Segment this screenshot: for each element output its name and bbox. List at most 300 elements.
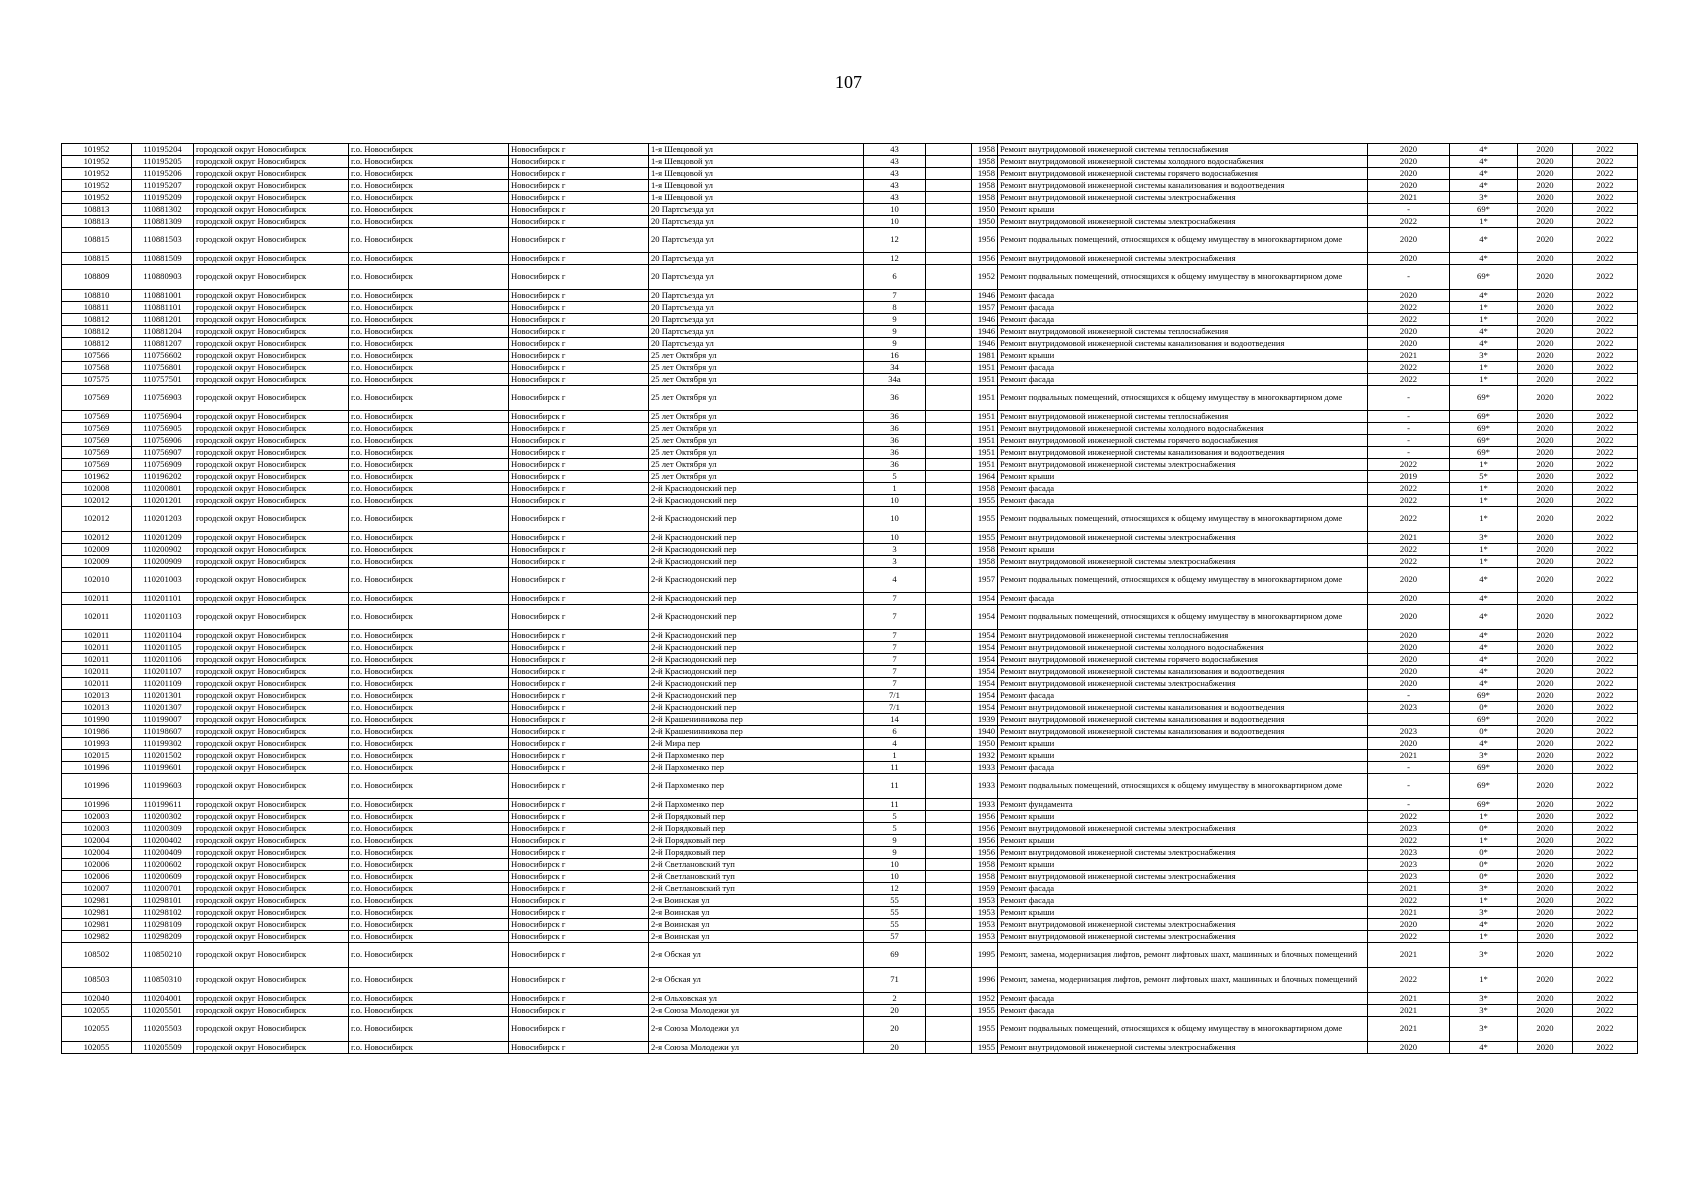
house-number-cell: 3 — [864, 544, 926, 556]
criterion-cell: 4* — [1450, 605, 1518, 630]
house-id-cell: 107575 — [62, 374, 132, 386]
house-id-cell: 102981 — [62, 895, 132, 907]
record-id-cell: 110881201 — [132, 314, 194, 326]
street-cell: 25 лет Октября ул — [649, 423, 864, 435]
period-start-cell: 2020 — [1518, 714, 1573, 726]
street-cell: 2-я Воинская ул — [649, 907, 864, 919]
period-start-cell: 2020 — [1518, 386, 1573, 411]
house-number-cell: 12 — [864, 228, 926, 253]
record-id-cell: 110195204 — [132, 144, 194, 156]
record-id-cell: 110199302 — [132, 738, 194, 750]
street-cell: 1-я Шевцовой ул — [649, 180, 864, 192]
building-cell — [926, 302, 972, 314]
house-number-cell: 36 — [864, 435, 926, 447]
house-id-cell: 101952 — [62, 144, 132, 156]
criterion-cell: 3* — [1450, 532, 1518, 544]
record-id-cell: 110850310 — [132, 968, 194, 993]
construction-year-cell: 1953 — [972, 919, 998, 931]
municipal-formation-cell: г.о. Новосибирск — [349, 386, 509, 411]
building-cell — [926, 253, 972, 265]
house-id-cell: 107569 — [62, 459, 132, 471]
period-end-cell: 2022 — [1573, 265, 1638, 290]
street-cell: 20 Партсъезда ул — [649, 302, 864, 314]
record-id-cell: 110201103 — [132, 605, 194, 630]
municipal-formation-cell: г.о. Новосибирск — [349, 228, 509, 253]
record-id-cell: 110201107 — [132, 666, 194, 678]
house-id-cell: 107569 — [62, 435, 132, 447]
period-end-cell: 2022 — [1573, 750, 1638, 762]
planned-year-cell: 2020 — [1368, 593, 1450, 605]
table-row — [62, 471, 1638, 483]
table-row — [62, 507, 1638, 532]
house-id-cell: 102011 — [62, 605, 132, 630]
house-id-cell: 101986 — [62, 726, 132, 738]
locality-cell: Новосибирск г — [509, 1017, 649, 1042]
municipal-formation-cell: г.о. Новосибирск — [349, 811, 509, 823]
work-type-cell: Ремонт внутридомовой инженерной системы электроснабжения — [998, 532, 1368, 544]
street-cell: 2-я Воинская ул — [649, 931, 864, 943]
locality-cell: Новосибирск г — [509, 253, 649, 265]
period-start-cell: 2020 — [1518, 483, 1573, 495]
table-row — [62, 799, 1638, 811]
planned-year-cell: - — [1368, 762, 1450, 774]
period-start-cell: 2020 — [1518, 919, 1573, 931]
period-start-cell: 2020 — [1518, 605, 1573, 630]
locality-cell: Новосибирск г — [509, 642, 649, 654]
municipal-formation-cell: г.о. Новосибирск — [349, 326, 509, 338]
work-type-cell: Ремонт фасада — [998, 895, 1368, 907]
municipal-okrug-cell: городской округ Новосибирск — [194, 1042, 349, 1054]
planned-year-cell: 2022 — [1368, 811, 1450, 823]
locality-cell: Новосибирск г — [509, 774, 649, 799]
locality-cell: Новосибирск г — [509, 678, 649, 690]
criterion-cell: 4* — [1450, 290, 1518, 302]
period-end-cell: 2022 — [1573, 593, 1638, 605]
table-row — [62, 532, 1638, 544]
municipal-okrug-cell: городской округ Новосибирск — [194, 556, 349, 568]
period-end-cell: 2022 — [1573, 726, 1638, 738]
period-start-cell: 2020 — [1518, 180, 1573, 192]
locality-cell: Новосибирск г — [509, 362, 649, 374]
locality-cell: Новосибирск г — [509, 338, 649, 350]
period-start-cell: 2020 — [1518, 338, 1573, 350]
construction-year-cell: 1933 — [972, 774, 998, 799]
municipal-formation-cell: г.о. Новосибирск — [349, 459, 509, 471]
street-cell: 20 Партсъезда ул — [649, 228, 864, 253]
period-end-cell: 2022 — [1573, 895, 1638, 907]
record-id-cell: 110200609 — [132, 871, 194, 883]
period-end-cell: 2022 — [1573, 666, 1638, 678]
house-id-cell: 102981 — [62, 919, 132, 931]
building-cell — [926, 823, 972, 835]
table-row — [62, 374, 1638, 386]
criterion-cell: 4* — [1450, 168, 1518, 180]
criterion-cell: 69* — [1450, 423, 1518, 435]
record-id-cell: 110200302 — [132, 811, 194, 823]
house-number-cell: 1 — [864, 750, 926, 762]
table-row — [62, 156, 1638, 168]
house-id-cell: 102006 — [62, 859, 132, 871]
municipal-formation-cell: г.о. Новосибирск — [349, 350, 509, 362]
planned-year-cell: - — [1368, 423, 1450, 435]
table-row — [62, 544, 1638, 556]
planned-year-cell: 2022 — [1368, 835, 1450, 847]
record-id-cell: 110201307 — [132, 702, 194, 714]
record-id-cell: 110204001 — [132, 993, 194, 1005]
planned-year-cell: 2023 — [1368, 859, 1450, 871]
municipal-okrug-cell: городской округ Новосибирск — [194, 1005, 349, 1017]
work-type-cell: Ремонт внутридомовой инженерной системы теплоснабжения — [998, 326, 1368, 338]
municipal-okrug-cell: городской округ Новосибирск — [194, 302, 349, 314]
period-end-cell: 2022 — [1573, 871, 1638, 883]
construction-year-cell: 1958 — [972, 180, 998, 192]
house-number-cell: 7 — [864, 654, 926, 666]
house-number-cell: 69 — [864, 943, 926, 968]
municipal-okrug-cell: городской округ Новосибирск — [194, 568, 349, 593]
construction-year-cell: 1956 — [972, 835, 998, 847]
municipal-okrug-cell: городской округ Новосибирск — [194, 690, 349, 702]
work-type-cell: Ремонт крыши — [998, 859, 1368, 871]
planned-year-cell: 2020 — [1368, 919, 1450, 931]
municipal-okrug-cell: городской округ Новосибирск — [194, 871, 349, 883]
period-start-cell: 2020 — [1518, 216, 1573, 228]
municipal-okrug-cell: городской округ Новосибирск — [194, 435, 349, 447]
planned-year-cell: 2020 — [1368, 738, 1450, 750]
construction-year-cell: 1953 — [972, 895, 998, 907]
building-cell — [926, 228, 972, 253]
planned-year-cell: 2022 — [1368, 459, 1450, 471]
construction-year-cell: 1957 — [972, 302, 998, 314]
municipal-formation-cell: г.о. Новосибирск — [349, 823, 509, 835]
municipal-formation-cell: г.о. Новосибирск — [349, 1042, 509, 1054]
house-number-cell: 71 — [864, 968, 926, 993]
record-id-cell: 110298109 — [132, 919, 194, 931]
work-type-cell: Ремонт крыши — [998, 835, 1368, 847]
locality-cell: Новосибирск г — [509, 871, 649, 883]
municipal-formation-cell: г.о. Новосибирск — [349, 544, 509, 556]
house-id-cell: 108812 — [62, 338, 132, 350]
table-row — [62, 605, 1638, 630]
locality-cell: Новосибирск г — [509, 168, 649, 180]
street-cell: 2-й Мира пер — [649, 738, 864, 750]
municipal-okrug-cell: городской округ Новосибирск — [194, 411, 349, 423]
building-cell — [926, 290, 972, 302]
period-end-cell: 2022 — [1573, 180, 1638, 192]
period-start-cell: 2020 — [1518, 192, 1573, 204]
house-id-cell: 108813 — [62, 216, 132, 228]
house-number-cell: 10 — [864, 507, 926, 532]
locality-cell: Новосибирск г — [509, 507, 649, 532]
locality-cell: Новосибирск г — [509, 556, 649, 568]
building-cell — [926, 447, 972, 459]
building-cell — [926, 507, 972, 532]
building-cell — [926, 993, 972, 1005]
building-cell — [926, 883, 972, 895]
construction-year-cell: 1953 — [972, 907, 998, 919]
construction-year-cell: 1951 — [972, 386, 998, 411]
period-end-cell: 2022 — [1573, 447, 1638, 459]
municipal-formation-cell: г.о. Новосибирск — [349, 568, 509, 593]
street-cell: 20 Партсъезда ул — [649, 216, 864, 228]
record-id-cell: 110200902 — [132, 544, 194, 556]
planned-year-cell: 2023 — [1368, 847, 1450, 859]
house-id-cell: 108813 — [62, 204, 132, 216]
planned-year-cell: 2021 — [1368, 532, 1450, 544]
construction-year-cell: 1951 — [972, 374, 998, 386]
municipal-formation-cell: г.о. Новосибирск — [349, 144, 509, 156]
planned-year-cell: 2022 — [1368, 507, 1450, 532]
municipal-formation-cell: г.о. Новосибирск — [349, 338, 509, 350]
record-id-cell: 110200409 — [132, 847, 194, 859]
table-row — [62, 907, 1638, 919]
table-row — [62, 654, 1638, 666]
building-cell — [926, 423, 972, 435]
planned-year-cell: 2021 — [1368, 1005, 1450, 1017]
work-type-cell: Ремонт, замена, модернизация лифтов, ремонт лифтовых шахт, машинных и блочных помещений — [998, 943, 1368, 968]
municipal-formation-cell: г.о. Новосибирск — [349, 968, 509, 993]
building-cell — [926, 654, 972, 666]
work-type-cell: Ремонт фасада — [998, 993, 1368, 1005]
locality-cell: Новосибирск г — [509, 228, 649, 253]
locality-cell: Новосибирск г — [509, 216, 649, 228]
period-start-cell: 2020 — [1518, 1005, 1573, 1017]
record-id-cell: 110881302 — [132, 204, 194, 216]
work-type-cell: Ремонт внутридомовой инженерной системы горячего водоснабжения — [998, 168, 1368, 180]
period-end-cell: 2022 — [1573, 847, 1638, 859]
work-type-cell: Ремонт внутридомовой инженерной системы электроснабжения — [998, 216, 1368, 228]
period-start-cell: 2020 — [1518, 847, 1573, 859]
locality-cell: Новосибирск г — [509, 471, 649, 483]
period-start-cell: 2020 — [1518, 859, 1573, 871]
criterion-cell: 1* — [1450, 556, 1518, 568]
work-type-cell: Ремонт внутридомовой инженерной системы теплоснабжения — [998, 630, 1368, 642]
house-id-cell: 102011 — [62, 593, 132, 605]
building-cell — [926, 750, 972, 762]
criterion-cell: 1* — [1450, 895, 1518, 907]
record-id-cell: 110201209 — [132, 532, 194, 544]
house-number-cell: 20 — [864, 1017, 926, 1042]
street-cell: 20 Партсъезда ул — [649, 265, 864, 290]
criterion-cell: 4* — [1450, 919, 1518, 931]
construction-year-cell: 1951 — [972, 435, 998, 447]
locality-cell: Новосибирск г — [509, 544, 649, 556]
planned-year-cell: 2021 — [1368, 750, 1450, 762]
building-cell — [926, 678, 972, 690]
building-cell — [926, 483, 972, 495]
period-end-cell: 2022 — [1573, 859, 1638, 871]
planned-year-cell: - — [1368, 435, 1450, 447]
work-type-cell: Ремонт фундамента — [998, 799, 1368, 811]
building-cell — [926, 690, 972, 702]
work-type-cell: Ремонт внутридомовой инженерной системы горячего водоснабжения — [998, 654, 1368, 666]
street-cell: 25 лет Октября ул — [649, 459, 864, 471]
period-start-cell: 2020 — [1518, 799, 1573, 811]
planned-year-cell: 2022 — [1368, 968, 1450, 993]
construction-year-cell: 1954 — [972, 642, 998, 654]
locality-cell: Новосибирск г — [509, 726, 649, 738]
house-number-cell: 7 — [864, 678, 926, 690]
record-id-cell: 110757501 — [132, 374, 194, 386]
table-row — [62, 447, 1638, 459]
house-number-cell: 10 — [864, 495, 926, 507]
house-id-cell: 102011 — [62, 630, 132, 642]
building-cell — [926, 907, 972, 919]
house-number-cell: 57 — [864, 931, 926, 943]
construction-year-cell: 1951 — [972, 423, 998, 435]
construction-year-cell: 1950 — [972, 204, 998, 216]
house-id-cell: 102982 — [62, 931, 132, 943]
locality-cell: Новосибирск г — [509, 144, 649, 156]
period-start-cell: 2020 — [1518, 314, 1573, 326]
municipal-okrug-cell: городской округ Новосибирск — [194, 859, 349, 871]
record-id-cell: 110850210 — [132, 943, 194, 968]
street-cell: 20 Партсъезда ул — [649, 314, 864, 326]
street-cell: 2-й Светлановский туп — [649, 871, 864, 883]
building-cell — [926, 168, 972, 180]
street-cell: 2-й Крашенинникова пер — [649, 714, 864, 726]
construction-year-cell: 1958 — [972, 556, 998, 568]
street-cell: 2-я Союза Молодежи ул — [649, 1005, 864, 1017]
record-id-cell: 110201106 — [132, 654, 194, 666]
locality-cell: Новосибирск г — [509, 204, 649, 216]
work-type-cell: Ремонт внутридомовой инженерной системы канализования и водоотведения — [998, 666, 1368, 678]
criterion-cell: 3* — [1450, 993, 1518, 1005]
locality-cell: Новосибирск г — [509, 654, 649, 666]
construction-year-cell: 1951 — [972, 362, 998, 374]
criterion-cell: 1* — [1450, 811, 1518, 823]
table-row — [62, 144, 1638, 156]
house-id-cell: 102011 — [62, 666, 132, 678]
municipal-okrug-cell: городской округ Новосибирск — [194, 483, 349, 495]
house-id-cell: 102012 — [62, 507, 132, 532]
record-id-cell: 110199611 — [132, 799, 194, 811]
table-row — [62, 1005, 1638, 1017]
locality-cell: Новосибирск г — [509, 859, 649, 871]
building-cell — [926, 859, 972, 871]
period-start-cell: 2020 — [1518, 750, 1573, 762]
planned-year-cell: 2023 — [1368, 871, 1450, 883]
house-number-cell: 7 — [864, 290, 926, 302]
street-cell: 2-й Пархоменко пер — [649, 799, 864, 811]
period-start-cell: 2020 — [1518, 968, 1573, 993]
locality-cell: Новосибирск г — [509, 968, 649, 993]
street-cell: 2-й Порядковый пер — [649, 811, 864, 823]
construction-year-cell: 1958 — [972, 483, 998, 495]
period-start-cell: 2020 — [1518, 253, 1573, 265]
street-cell: 2-й Краснодонский пер — [649, 642, 864, 654]
period-end-cell: 2022 — [1573, 459, 1638, 471]
house-id-cell: 108812 — [62, 314, 132, 326]
period-start-cell: 2020 — [1518, 302, 1573, 314]
municipal-okrug-cell: городской округ Новосибирск — [194, 823, 349, 835]
house-id-cell: 102007 — [62, 883, 132, 895]
municipal-okrug-cell: городской округ Новосибирск — [194, 654, 349, 666]
locality-cell: Новосибирск г — [509, 411, 649, 423]
locality-cell: Новосибирск г — [509, 459, 649, 471]
table-row — [62, 180, 1638, 192]
house-id-cell: 101996 — [62, 774, 132, 799]
period-end-cell: 2022 — [1573, 374, 1638, 386]
table-row — [62, 968, 1638, 993]
locality-cell: Новосибирск г — [509, 883, 649, 895]
work-type-cell: Ремонт внутридомовой инженерной системы канализования и водоотведения — [998, 338, 1368, 350]
locality-cell: Новосибирск г — [509, 290, 649, 302]
building-cell — [926, 835, 972, 847]
locality-cell: Новосибирск г — [509, 666, 649, 678]
planned-year-cell: 2020 — [1368, 338, 1450, 350]
house-number-cell: 5 — [864, 471, 926, 483]
municipal-okrug-cell: городской округ Новосибирск — [194, 642, 349, 654]
locality-cell: Новосибирск г — [509, 568, 649, 593]
criterion-cell: 0* — [1450, 871, 1518, 883]
record-id-cell: 110201502 — [132, 750, 194, 762]
municipal-okrug-cell: городской округ Новосибирск — [194, 386, 349, 411]
work-type-cell: Ремонт внутридомовой инженерной системы горячего водоснабжения — [998, 435, 1368, 447]
building-cell — [926, 799, 972, 811]
period-start-cell: 2020 — [1518, 654, 1573, 666]
locality-cell: Новосибирск г — [509, 435, 649, 447]
house-number-cell: 7 — [864, 666, 926, 678]
period-end-cell: 2022 — [1573, 314, 1638, 326]
planned-year-cell: - — [1368, 386, 1450, 411]
street-cell: 20 Партсъезда ул — [649, 204, 864, 216]
construction-year-cell: 1958 — [972, 156, 998, 168]
locality-cell: Новосибирск г — [509, 738, 649, 750]
record-id-cell: 110881204 — [132, 326, 194, 338]
criterion-cell: 69* — [1450, 435, 1518, 447]
house-number-cell: 36 — [864, 423, 926, 435]
period-end-cell: 2022 — [1573, 823, 1638, 835]
criterion-cell: 1* — [1450, 314, 1518, 326]
construction-year-cell: 1958 — [972, 544, 998, 556]
period-end-cell: 2022 — [1573, 411, 1638, 423]
planned-year-cell: 2020 — [1368, 605, 1450, 630]
municipal-okrug-cell: городской округ Новосибирск — [194, 228, 349, 253]
municipal-formation-cell: г.о. Новосибирск — [349, 265, 509, 290]
house-id-cell: 101952 — [62, 156, 132, 168]
table-row — [62, 750, 1638, 762]
municipal-okrug-cell: городской округ Новосибирск — [194, 156, 349, 168]
record-id-cell: 110298101 — [132, 895, 194, 907]
period-start-cell: 2020 — [1518, 507, 1573, 532]
planned-year-cell: 2022 — [1368, 895, 1450, 907]
street-cell: 2-й Светлановский туп — [649, 859, 864, 871]
table-row — [62, 642, 1638, 654]
table-row — [62, 1042, 1638, 1054]
house-number-cell: 43 — [864, 180, 926, 192]
house-number-cell: 43 — [864, 156, 926, 168]
house-id-cell: 102008 — [62, 483, 132, 495]
table-row — [62, 168, 1638, 180]
house-number-cell: 43 — [864, 192, 926, 204]
criterion-cell: 0* — [1450, 726, 1518, 738]
building-cell — [926, 386, 972, 411]
street-cell: 2-й Крашенинникова пер — [649, 726, 864, 738]
municipal-okrug-cell: городской округ Новосибирск — [194, 544, 349, 556]
municipal-formation-cell: г.о. Новосибирск — [349, 156, 509, 168]
locality-cell: Новосибирск г — [509, 326, 649, 338]
planned-year-cell: 2022 — [1368, 362, 1450, 374]
record-id-cell: 110199007 — [132, 714, 194, 726]
criterion-cell: 3* — [1450, 907, 1518, 919]
house-number-cell: 20 — [864, 1005, 926, 1017]
locality-cell: Новосибирск г — [509, 919, 649, 931]
period-end-cell: 2022 — [1573, 495, 1638, 507]
construction-year-cell: 1954 — [972, 678, 998, 690]
locality-cell: Новосибирск г — [509, 192, 649, 204]
house-id-cell: 102055 — [62, 1042, 132, 1054]
table-row — [62, 314, 1638, 326]
